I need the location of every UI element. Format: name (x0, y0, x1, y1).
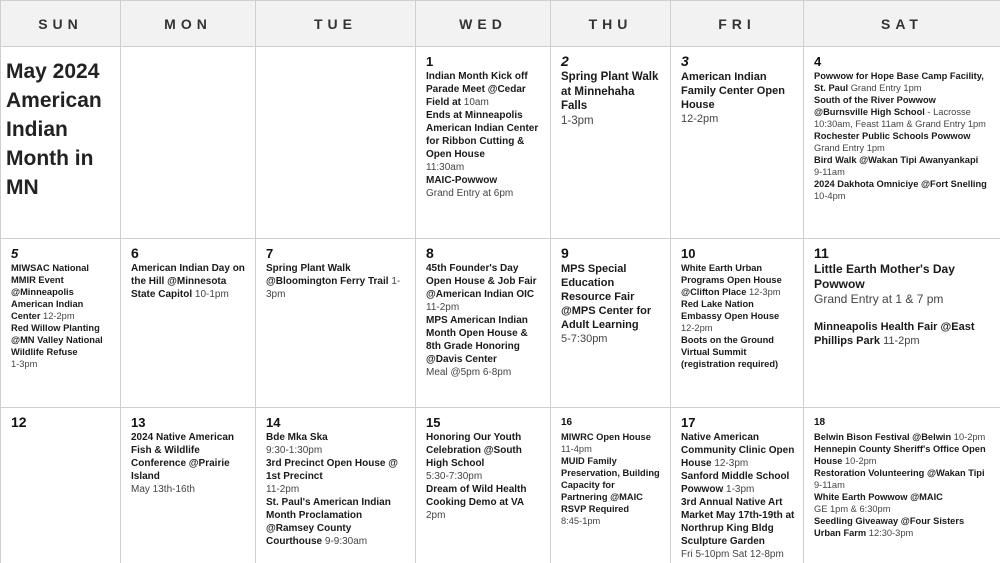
event: Rochester Public Schools Powwow Grand Entry 1pm (814, 131, 971, 153)
day-cell-11[interactable] (804, 239, 1000, 408)
event: Belwin Bison Festival @Belwin 10-2pm (814, 432, 986, 442)
header-fri: FRI (671, 1, 804, 47)
day-cell-16[interactable] (551, 408, 671, 563)
page-title: May 2024 American Indian Month in MN (6, 60, 102, 199)
event: Minneapolis Health Fair @East Phillips Park 11-2pm (814, 321, 975, 347)
event: St. Paul's American Indian Month Proclamation @Ramsey County Courthouse 9-9:30am (266, 497, 391, 547)
event: MIWSAC National MMIR Event @Minneapolis American Indian Center 12-2pm (11, 263, 89, 321)
header-wed: WED (416, 1, 551, 47)
event: 3rd Annual Native Art Market May 17th-19th at Northrup King Bldg Sculpture Garden Fri 5-10pm Sat 12-8pm (681, 497, 795, 560)
event: Sanford Middle School Powwow 1-3pm (681, 471, 790, 495)
day-cell-4[interactable] (804, 47, 1000, 239)
day-number: 7 (266, 246, 274, 261)
event: MAIC-Powwow Grand Entry at 6pm (426, 175, 514, 199)
day-number: 10 (681, 246, 696, 261)
day-cell-13[interactable] (121, 408, 256, 563)
day-number: 16 (561, 417, 573, 428)
event: Boots on the Ground Virtual Summit (registration required) (681, 335, 779, 369)
day-number: 8 (426, 245, 434, 261)
event: 2024 Native American Fish & Wildlife Conference @Prairie Island May 13th-16th (131, 432, 235, 495)
event: Ends at Minneapolis American Indian Center for Ribbon Cutting & Open House 11:30am (426, 110, 539, 173)
event: 2024 Dakhota Omniciye @Fort Snelling 10-4pm (814, 179, 987, 201)
day-number: 11 (814, 245, 829, 261)
event: Little Earth Mother's Day Powwow Grand Entry at 1 & 7 pm (814, 262, 955, 306)
day-number: 13 (131, 415, 146, 430)
event: 3rd Precinct Open House @ 1st Precinct 11-2pm (266, 458, 399, 495)
day-cell-3[interactable] (671, 47, 804, 239)
day-cell-10[interactable] (671, 239, 804, 408)
event: Powwow for Hope Base Camp Facility, St. Paul Grand Entry 1pm (814, 71, 984, 93)
day-number: 1 (426, 54, 434, 69)
event: Hennepin County Sheriff's Office Open House 10-2pm (814, 444, 986, 466)
event: MIWRC Open House 11-4pm (561, 432, 651, 454)
event: Spring Plant Walk @Bloomington Ferry Trail 1-3pm (266, 263, 401, 300)
day-cell-8[interactable] (416, 239, 551, 408)
event: American Indian Family Center Open House 12-2pm (681, 71, 785, 125)
day-number: 5 (11, 246, 19, 261)
event: MPS Special Education Resource Fair @MPS Center for Adult Learning 5-7:30pm (561, 263, 652, 345)
day-cell-18[interactable] (804, 408, 1000, 563)
day-number: 6 (131, 245, 139, 261)
day-number: 18 (814, 417, 826, 428)
event: Native American Community Clinic Open House 12-3pm (681, 432, 795, 469)
header-mon: MON (121, 1, 256, 47)
event: White Earth Urban Programs Open House @Clifton Place 12-3pm (681, 263, 782, 297)
day-cell-14[interactable] (256, 408, 416, 563)
day-number: 15 (426, 415, 441, 430)
event: Red Lake Nation Embassy Open House 12-2pm (681, 299, 780, 333)
event: MPS American Indian Month Open House & 8th Grade Honoring @Davis Center Meal @5pm 6-8pm (426, 315, 528, 378)
empty-cell-tue (256, 47, 416, 239)
event: Dream of Wild Health Cooking Demo at VA 2pm (426, 484, 527, 521)
title-cell (1, 47, 121, 239)
day-number: 14 (266, 415, 281, 430)
day-cell-2[interactable] (551, 47, 671, 239)
day-cell-15[interactable] (416, 408, 551, 563)
header-tue: TUE (256, 1, 416, 47)
event: Seedling Giveaway @Four Sisters Urban Farm 12:30-3pm (814, 516, 965, 538)
event: White Earth Powwow @MAIC GE 1pm & 6:30pm (814, 492, 943, 514)
event: Bde Mka Ska 9:30-1:30pm (266, 432, 328, 456)
day-number: 17 (681, 415, 696, 430)
day-number: 12 (11, 414, 27, 430)
event: Honoring Our Youth Celebration @South High School 5:30-7:30pm (426, 432, 522, 482)
day-number: 9 (561, 245, 569, 261)
day-cell-7[interactable] (256, 239, 416, 408)
empty-cell-mon (121, 47, 256, 239)
header-sat: SAT (804, 1, 1000, 47)
day-cell-9[interactable] (551, 239, 671, 408)
day-cell-12[interactable] (1, 408, 121, 563)
event: 45th Founder's Day Open House & Job Fair @American Indian OIC 11-2pm (426, 263, 537, 313)
day-cell-5[interactable] (1, 239, 121, 408)
day-number: 2 (561, 53, 569, 69)
event: American Indian Day on the Hill @Minnesota State Capitol 10-1pm (131, 263, 245, 300)
header-sun: SUN (1, 1, 121, 47)
event: MUID Family Preservation, Building Capacity for Partnering @MAIC RSVP Required 8:45-1pm (561, 456, 660, 526)
header-thu: THU (551, 1, 671, 47)
day-cell-17[interactable] (671, 408, 804, 563)
day-number: 4 (814, 54, 822, 69)
event: Indian Month Kick off Parade Meet @Cedar Field at 10am (426, 71, 528, 108)
day-cell-1[interactable] (416, 47, 551, 239)
event: South of the River Powwow @Burnsville High School - Lacrosse 10:30am, Feast 11am & Grand Entry 1pm (814, 95, 986, 129)
day-number: 3 (681, 53, 689, 69)
event: Spring Plant Walk at Minnehaha Falls 1-3pm (561, 71, 659, 127)
event: Bird Walk @Wakan Tipi Awanyankapi 9-11am (814, 155, 979, 177)
day-cell-6[interactable] (121, 239, 256, 408)
event: Red Willow Planting @MN Valley National Wildlife Refuse 1-3pm (11, 323, 103, 369)
event: Restoration Volunteering @Wakan Tipi 9-11am (814, 468, 985, 490)
